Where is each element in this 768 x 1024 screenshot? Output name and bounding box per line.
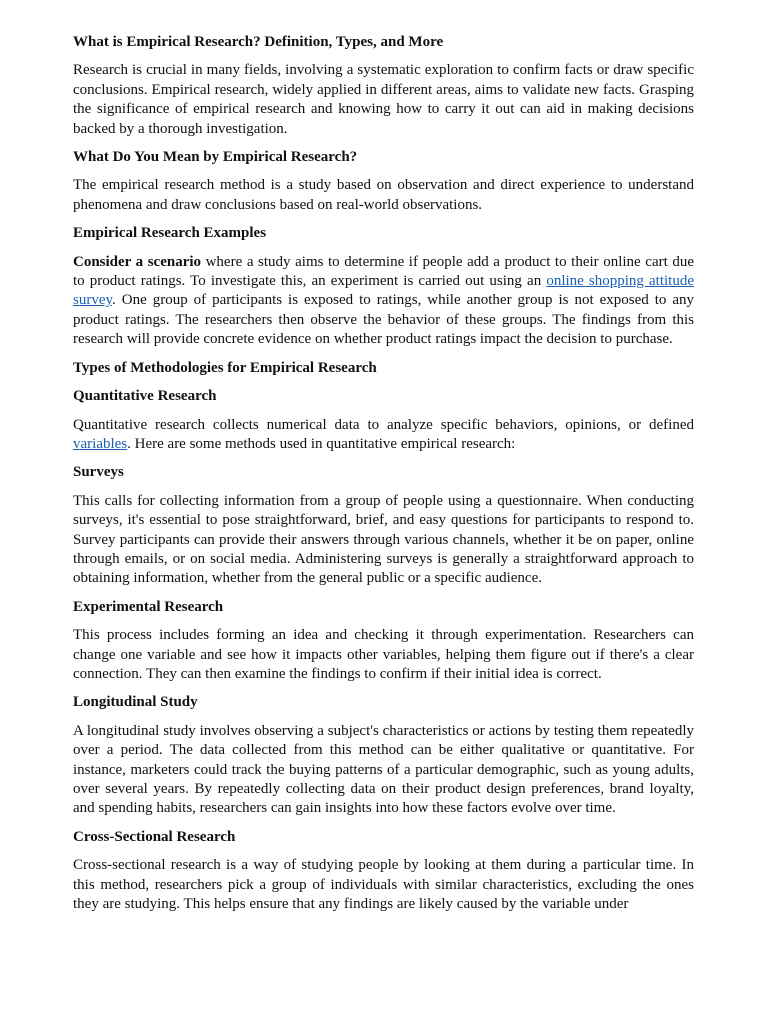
methodologies-heading: Types of Methodologies for Empirical Research <box>73 359 377 376</box>
meaning-paragraph: The empirical research method is a study based on observation and direct experience to understand phenomena and draw conclusions based on real-world observations. <box>73 177 694 213</box>
examples-lead-bold: Consider a scenario <box>73 253 202 270</box>
experimental-heading: Experimental Research <box>73 598 224 615</box>
surveys-heading: Surveys <box>73 464 124 481</box>
document-page <box>73 33 694 923</box>
surveys-paragraph: This calls for collecting information from a group of people using a questionnaire. When conducting surveys, it's essential to pose straightforward, brief, and easy questions for participants to respond to. Survey participants can provide their answers through various channels, whether it be on paper, online through emails, or on social media. Administering surveys is generally a straightforward approach to obtaining information, whether from the general public or a specific audience. <box>73 492 694 587</box>
meaning-heading: What Do You Mean by Empirical Research? <box>73 149 358 166</box>
examples-text-before-link: where a study aims to determine if people add a product to their online cart due to product ratings. To investigate this, an experiment is carried out using an <box>73 253 694 290</box>
cross-sectional-paragraph: Cross-sectional research is a way of studying people by looking at them during a particular time. In this method, researchers pick a group of individuals with similar characteristics, excluding the ones they are studying. This helps ensure that any findings are likely caused by the variable under <box>73 857 694 913</box>
online-shopping-survey-link[interactable]: online shopping attitude survey <box>73 273 695 309</box>
longitudinal-paragraph: A longitudinal study involves observing a subject's characteristics or actions by testing them repeatedly over a period. The data collected from this method can be either qualitative or quantitative. For instance, marketers could track the buying patterns of a particular demographic, such as young adults, over several years. By repeatedly collecting data on their product design preferences, brand loyalty, and spending habits, researchers can gain insights into how these factors evolve over time. <box>73 722 694 817</box>
quantitative-text-after-link: . Here are some methods used in quantitative empirical research: <box>127 435 516 452</box>
quantitative-text-before-link: Quantitative research collects numerical data to analyze specific behaviors, opinions, or defined <box>73 416 694 433</box>
longitudinal-heading: Longitudinal Study <box>73 694 198 711</box>
document-title: What is Empirical Research? Definition, Types, and More <box>73 34 444 50</box>
quantitative-paragraph <box>73 416 694 455</box>
variables-link[interactable]: variables <box>73 435 128 452</box>
cross-sectional-heading: Cross-Sectional Research <box>73 828 236 845</box>
examples-text-after-link: . One group of participants is exposed to ratings, while another group is not exposed to any product ratings. The researchers then observe the behavior of these groups. The findings from this research will provide concrete evidence on whether product ratings impact the decision to purchase. <box>73 292 694 348</box>
examples-paragraph <box>73 253 694 350</box>
intro-paragraph: Research is crucial in many fields, involving a systematic exploration to confirm facts or draw specific conclusions. Empirical research, widely applied in different areas, aims to validate new facts. Grasping the significance of empirical research and knowing how to carry it out can aid in making decisions backed by a thorough investigation. <box>73 62 694 137</box>
quantitative-heading: Quantitative Research <box>73 388 217 405</box>
examples-heading: Empirical Research Examples <box>73 225 267 242</box>
experimental-paragraph: This process includes forming an idea and checking it through experimentation. Researchers can change one variable and see how it impacts other variables, helping them figure out if there's a clear connection. They can then examine the findings to confirm if their initial idea is correct. <box>73 627 694 682</box>
